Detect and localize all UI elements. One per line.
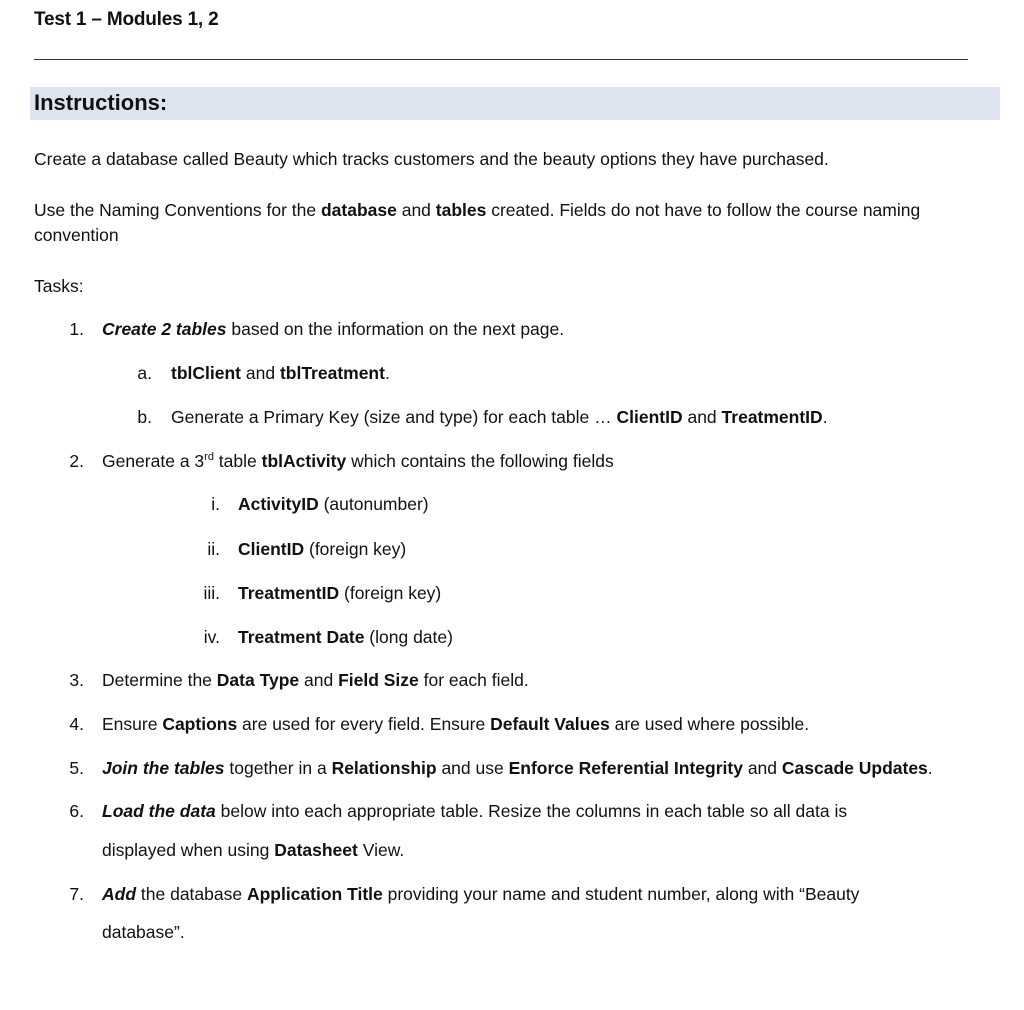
task-1-text: Create 2 tables based on the information on the next page. [102,319,565,339]
task-number: 3. [69,670,84,690]
task-number: 5. [69,758,84,778]
field-treatmentid: TreatmentID (foreign key) [238,583,442,603]
task-number: 2. [69,451,84,471]
task-5-text: Join the tables together in a Relationship and use Enforce Referential Integrity and Cascade Updates. [102,758,933,778]
task-3-text: Determine the Data Type and Field Size for each field. [102,670,529,690]
field-marker: iv. [203,627,220,647]
task-6-text-line2: displayed when using Datasheet View. [102,840,405,860]
field-treatment-date: Treatment Date (long date) [238,627,453,647]
subtask-marker: a. [137,363,152,383]
field-clientid: ClientID (foreign key) [238,539,407,559]
intro-paragraph: Create a database called Beauty which tracks customers and the beauty options they have purchased. [34,149,829,169]
instructions-heading: Instructions: [34,90,168,115]
task-6-text-line1: Load the data below into each appropriate table. Resize the columns in each table so all data is [102,801,848,821]
task-7-text-line2: database”. [102,922,185,942]
tasks-label: Tasks: [34,276,84,296]
task-1b-text: Generate a Primary Key (size and type) for each table … ClientID and TreatmentID. [171,407,828,427]
naming-paragraph-line2: convention [34,225,119,245]
field-marker: ii. [207,539,220,559]
task-2-text: Generate a 3rd table tblActivity which contains the following fields [102,451,614,471]
task-4-text: Ensure Captions are used for every field. Ensure Default Values are used where possible. [102,714,810,734]
task-number: 7. [69,884,84,904]
naming-paragraph-line1: Use the Naming Conventions for the database and tables created. Fields do not have to follow the course naming [34,200,921,220]
page-title: Test 1 – Modules 1, 2 [34,9,219,30]
subtask-marker: b. [137,407,152,427]
field-activityid: ActivityID (autonumber) [238,494,429,514]
task-number: 1. [69,319,84,339]
header-divider [34,59,968,60]
field-marker: i. [211,494,220,514]
task-number: 4. [69,714,84,734]
task-1a-text: tblClient and tblTreatment. [171,363,390,383]
task-number: 6. [69,801,84,821]
field-marker: iii. [203,583,220,603]
instructions-heading-band [30,87,1000,120]
task-7-text-line1: Add the database Application Title providing your name and student number, along with “Beauty [102,884,860,904]
